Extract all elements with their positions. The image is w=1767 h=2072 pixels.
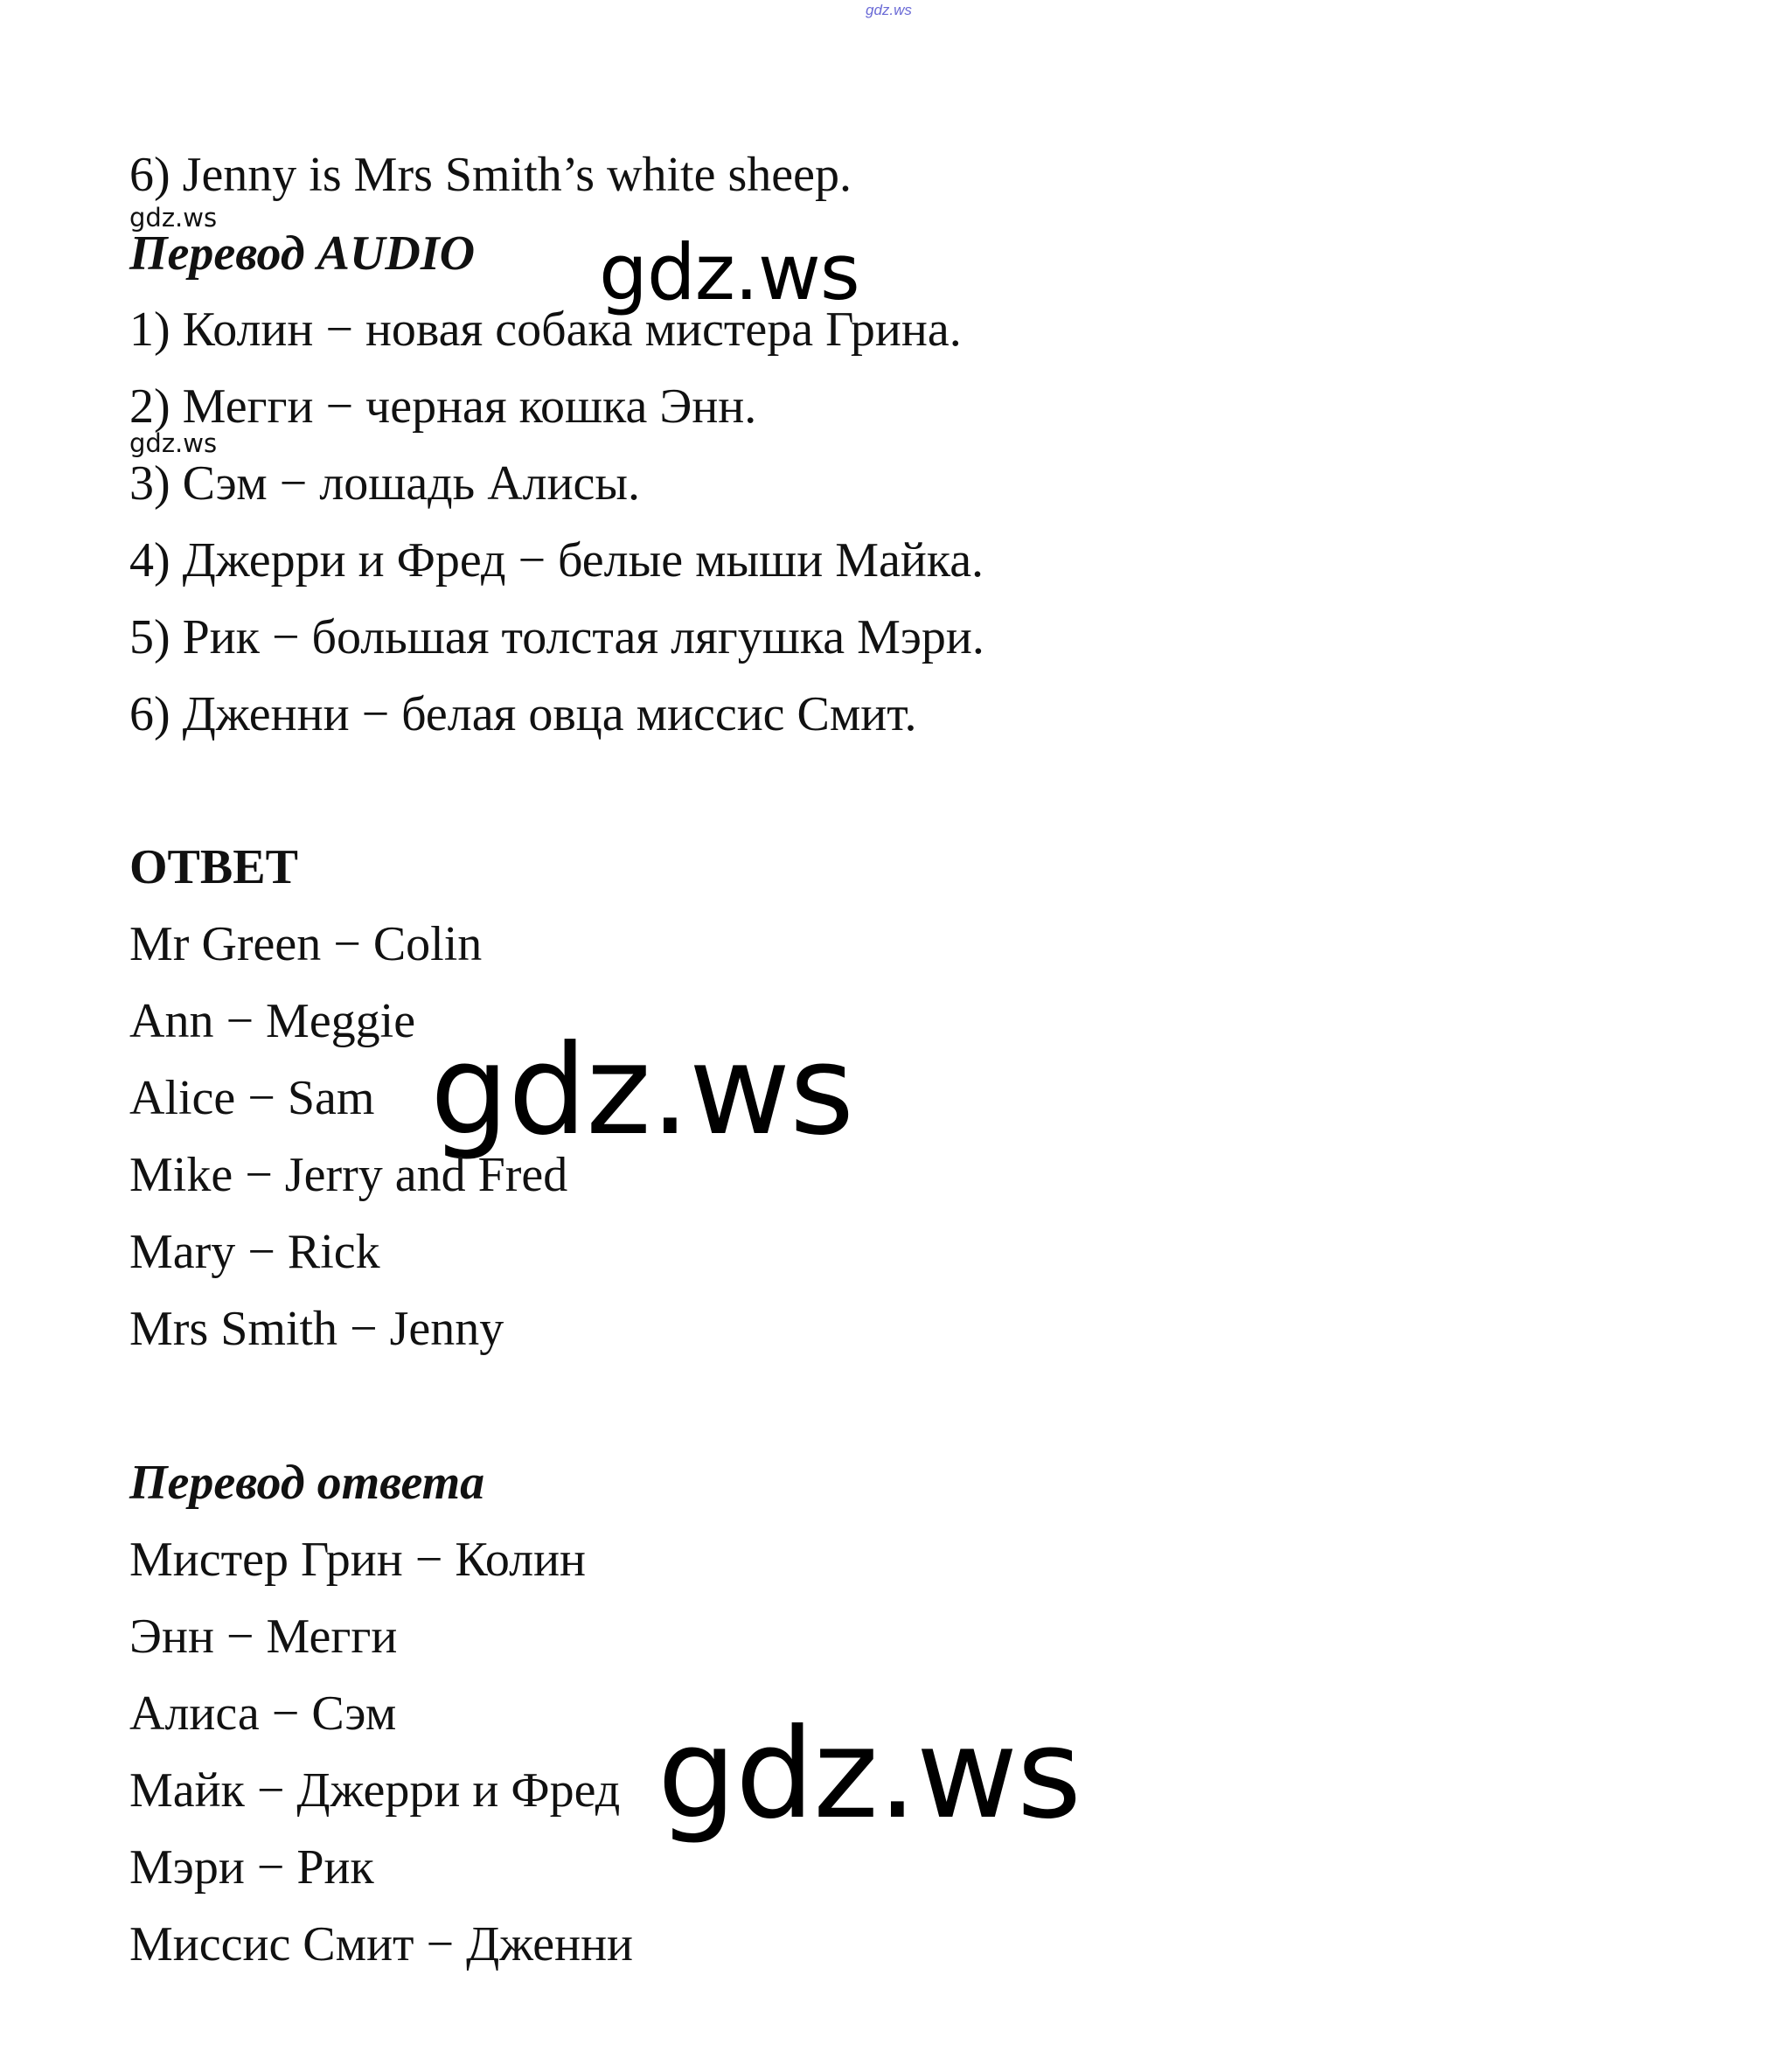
answer-translation-line-5: Мэри − Рик <box>129 1840 374 1895</box>
answer-translation-line-1: Мистер Грин − Колин <box>129 1533 587 1587</box>
answer-line-2: Ann − Meggie <box>129 994 416 1048</box>
audio-translation-line-2: 2) Мегги − черная кошка Энн. <box>129 379 757 434</box>
audio-translation-line-3: 3) Сэм − лошадь Алисы. <box>129 456 641 511</box>
watermark-large: gdz.ws <box>599 227 859 317</box>
watermark-small: gdz.ws <box>129 428 218 458</box>
answer-line-1: Mr Green − Colin <box>129 917 483 971</box>
answer-line-4: Mike − Jerry and Fred <box>129 1148 568 1202</box>
watermark-large: gdz.ws <box>657 1702 1082 1846</box>
site-mark: gdz.ws <box>866 2 912 18</box>
answer-line-6: Mrs Smith − Jenny <box>129 1302 504 1356</box>
watermark-large: gdz.ws <box>430 1019 854 1163</box>
answer-translation-line-3: Алиса − Сэм <box>129 1686 397 1741</box>
answer-translation-heading: Перевод ответа <box>129 1456 485 1510</box>
answer-translation-line-6: Миссис Смит − Дженни <box>129 1917 634 1971</box>
audio-translation-line-1: 1) Колин − новая собака мистера Грина. <box>129 302 962 357</box>
audio-translation-line-6: 6) Дженни − белая овца миссис Смит. <box>129 687 917 741</box>
answer-line-3: Alice − Sam <box>129 1071 375 1125</box>
watermark-small: gdz.ws <box>129 203 218 233</box>
answer-heading: ОТВЕТ <box>129 840 298 894</box>
english-sentence-6: 6) Jenny is Mrs Smith’s white sheep. <box>129 148 852 202</box>
audio-translation-line-5: 5) Рик − большая толстая лягушка Мэри. <box>129 610 984 664</box>
audio-translation-heading: Перевод AUDIO <box>129 226 476 281</box>
answer-translation-line-2: Энн − Мегги <box>129 1610 398 1664</box>
audio-translation-line-4: 4) Джерри и Фред − белые мыши Майка. <box>129 533 984 588</box>
answer-line-5: Mary − Rick <box>129 1225 380 1279</box>
answer-translation-line-4: Майк − Джерри и Фред <box>129 1763 621 1818</box>
